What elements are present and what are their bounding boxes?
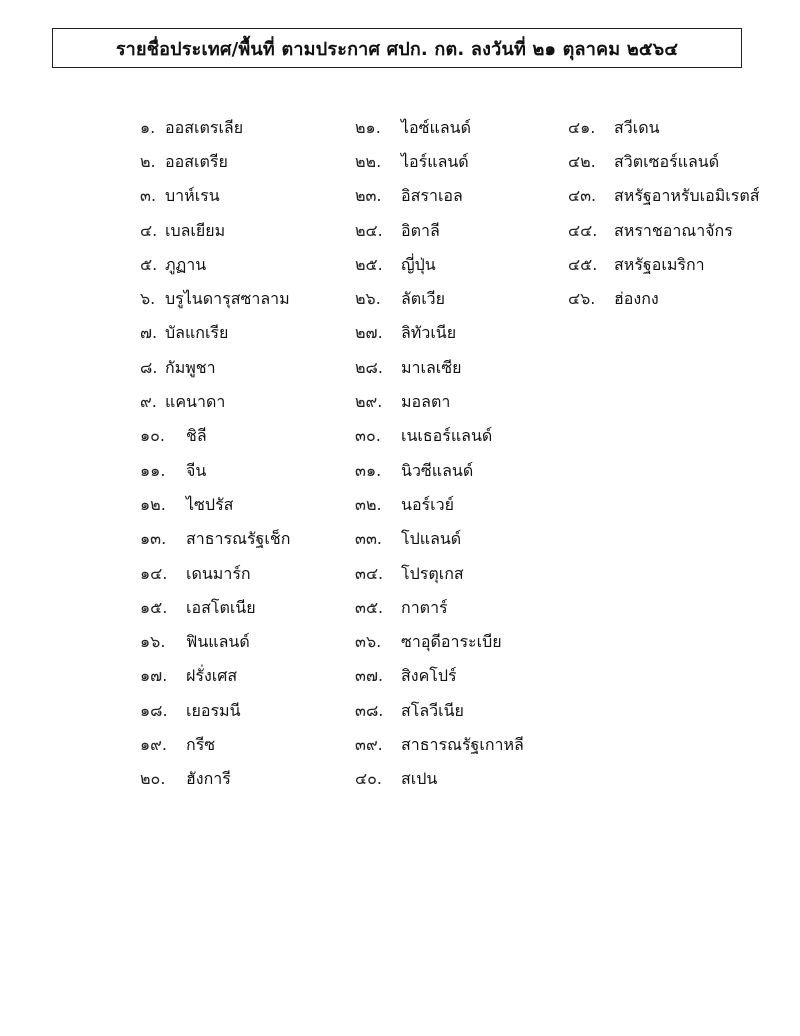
item-number: ๑๓. [140,529,167,549]
item-number: ๑๒. [140,494,166,514]
country-name: ออสเตรเลีย [165,117,244,137]
country-list-item [140,625,290,659]
country-name: สาธารณรัฐเกาหลี [401,734,524,754]
country-name: มาเลเซีย [401,357,462,377]
country-list-item [355,145,524,179]
item-number: ๓๔. [355,563,384,583]
country-name: อิตาลี [401,220,440,240]
country-name: ฮังการี [186,769,231,789]
country-list-item [355,625,524,659]
country-name: เดนมาร์ก [186,563,251,583]
country-list-item [140,694,290,728]
country-list-item [140,488,290,522]
country-list-item [140,763,290,797]
country-list-item [355,488,524,522]
country-list-item [140,248,290,282]
country-name: ไอซ์แลนด์ [401,117,471,137]
item-number: ๓๘. [355,700,384,720]
country-name: บรูไนดารุสซาลาม [165,289,290,309]
item-number: ๒๒. [355,151,382,171]
country-list-item [140,557,290,591]
item-number: ๓๐. [355,426,381,446]
country-name: ไอร์แลนด์ [401,151,469,171]
country-name: เนเธอร์แลนด์ [401,426,493,446]
country-name: ออสเตรีย [165,151,228,171]
country-name: สหราชอาณาจักร [614,220,733,240]
item-number: ๒๓. [355,186,382,206]
country-list-item [140,523,290,557]
country-name: ลิทัวเนีย [401,323,457,343]
item-number: ๓๗. [355,666,384,686]
country-list-item [140,111,290,145]
item-number: ๓๓. [355,529,382,549]
item-number: ๓๙. [355,734,383,754]
country-name: บาห์เรน [165,186,220,206]
country-list-item [140,420,290,454]
country-name: ญี่ปุ่น [401,254,436,274]
item-number: ๔๑. [568,117,596,137]
country-name: นิวซีแลนด์ [401,460,474,480]
country-list-item [140,282,290,316]
item-number: ๑๐. [140,426,166,446]
country-list-item [355,282,524,316]
country-name: สโลวีเนีย [401,700,464,720]
country-list-item [140,214,290,248]
country-name: สหรัฐอาหรับเอมิเรตส์ [614,186,760,206]
country-list-item [568,180,759,214]
country-list-item [355,111,524,145]
item-number: ๔๓. [568,186,597,206]
item-number: ๑๙. [140,734,167,754]
country-list-item [140,591,290,625]
item-number: ๗. [140,323,158,343]
item-number: ๓๑. [355,460,382,480]
country-list-item [568,145,759,179]
country-name: สาธารณรัฐเช็ก [186,529,291,549]
country-list-item [568,248,759,282]
item-number: ๘. [140,357,158,377]
country-name: ฟินแลนด์ [186,632,250,652]
country-list-item [355,317,524,351]
country-name: สหรัฐอเมริกา [614,254,705,274]
item-number: ๒๘. [355,357,383,377]
country-name: สเปน [401,769,438,789]
country-name: ฮ่องกง [614,289,659,309]
country-list-item [140,145,290,179]
country-column-2 [355,111,524,797]
country-name: โปแลนด์ [401,529,462,549]
country-list-item [140,351,290,385]
item-number: ๓๒. [355,494,382,514]
item-number: ๒. [140,151,156,171]
country-list-item [140,728,290,762]
country-name: ชิลี [186,426,207,446]
item-number: ๑๘. [140,700,168,720]
country-name: โปรตุเกส [401,563,464,583]
item-number: ๔๒. [568,151,596,171]
country-list-item [355,591,524,625]
country-list-item [355,385,524,419]
document-title-box [52,28,742,68]
item-number: ๒๙. [355,392,383,412]
country-name: เยอรมนี [186,700,241,720]
item-number: ๔. [140,220,158,240]
country-list-item [355,694,524,728]
item-number: ๒๕. [355,254,383,274]
country-name: นอร์เวย์ [401,494,454,514]
country-name: ภูฏาน [165,254,207,274]
item-number: ๑๔. [140,563,168,583]
item-number: ๓๖. [355,632,382,652]
country-list-item [568,214,759,248]
item-number: ๖. [140,289,156,309]
country-name: อิสราเอล [401,186,463,206]
country-list-item [355,763,524,797]
country-name: สวีเดน [614,117,660,137]
country-list-item [568,282,759,316]
country-list-item [140,317,290,351]
document-title: รายชื่อประเทศ/พื้นที่ ตามประกาศ ศปก. กต. ลงวันที่ ๒๑ ตุลาคม ๒๕๖๔ [115,38,679,60]
item-number: ๒๐. [140,769,166,789]
country-list-item [140,454,290,488]
country-name: เบลเยียม [165,220,226,240]
item-number: ๑๕. [140,597,168,617]
item-number: ๔๕. [568,254,598,274]
country-list-item [140,385,290,419]
item-number: ๒๑. [355,117,381,137]
country-name: กรีซ [186,734,216,754]
country-column-1 [140,111,290,797]
item-number: ๒๖. [355,289,381,309]
item-number: ๔๔. [568,220,598,240]
item-number: ๕. [140,254,158,274]
country-name: แคนาดา [165,392,226,412]
country-list-item [568,111,759,145]
item-number: ๑๑. [140,460,166,480]
country-list-item [355,248,524,282]
item-number: ๓. [140,186,157,206]
country-name: กัมพูชา [165,357,216,377]
item-number: ๔๐. [355,769,382,789]
country-name: ฝรั่งเศส [186,666,238,686]
country-list-item [355,420,524,454]
country-list-item [355,728,524,762]
country-name: สวิตเซอร์แลนด์ [614,151,720,171]
country-name: บัลแกเรีย [165,323,229,343]
country-name: กาตาร์ [401,597,448,617]
country-name: มอลตา [401,392,451,412]
item-number: ๑๖. [140,632,166,652]
country-column-3 [568,111,759,317]
country-name: จีน [186,460,207,480]
item-number: ๒๗. [355,323,383,343]
country-name: ลัตเวีย [401,289,446,309]
item-number: ๓๕. [355,597,384,617]
item-number: ๙. [140,392,157,412]
country-name: สิงคโปร์ [401,666,457,686]
country-name: เอสโตเนีย [186,597,256,617]
country-list-item [355,660,524,694]
item-number: ๑๗. [140,666,168,686]
country-list-item [355,557,524,591]
country-list-item [140,180,290,214]
item-number: ๒๔. [355,220,383,240]
country-name: ไซปรัส [186,494,234,514]
item-number: ๑. [140,117,156,137]
country-list-item [355,180,524,214]
country-list-item [355,351,524,385]
country-list-item [355,454,524,488]
country-list-item [355,523,524,557]
item-number: ๔๖. [568,289,596,309]
country-name: ซาอุดีอาระเบีย [401,632,502,652]
country-list-item [140,660,290,694]
country-list-item [355,214,524,248]
